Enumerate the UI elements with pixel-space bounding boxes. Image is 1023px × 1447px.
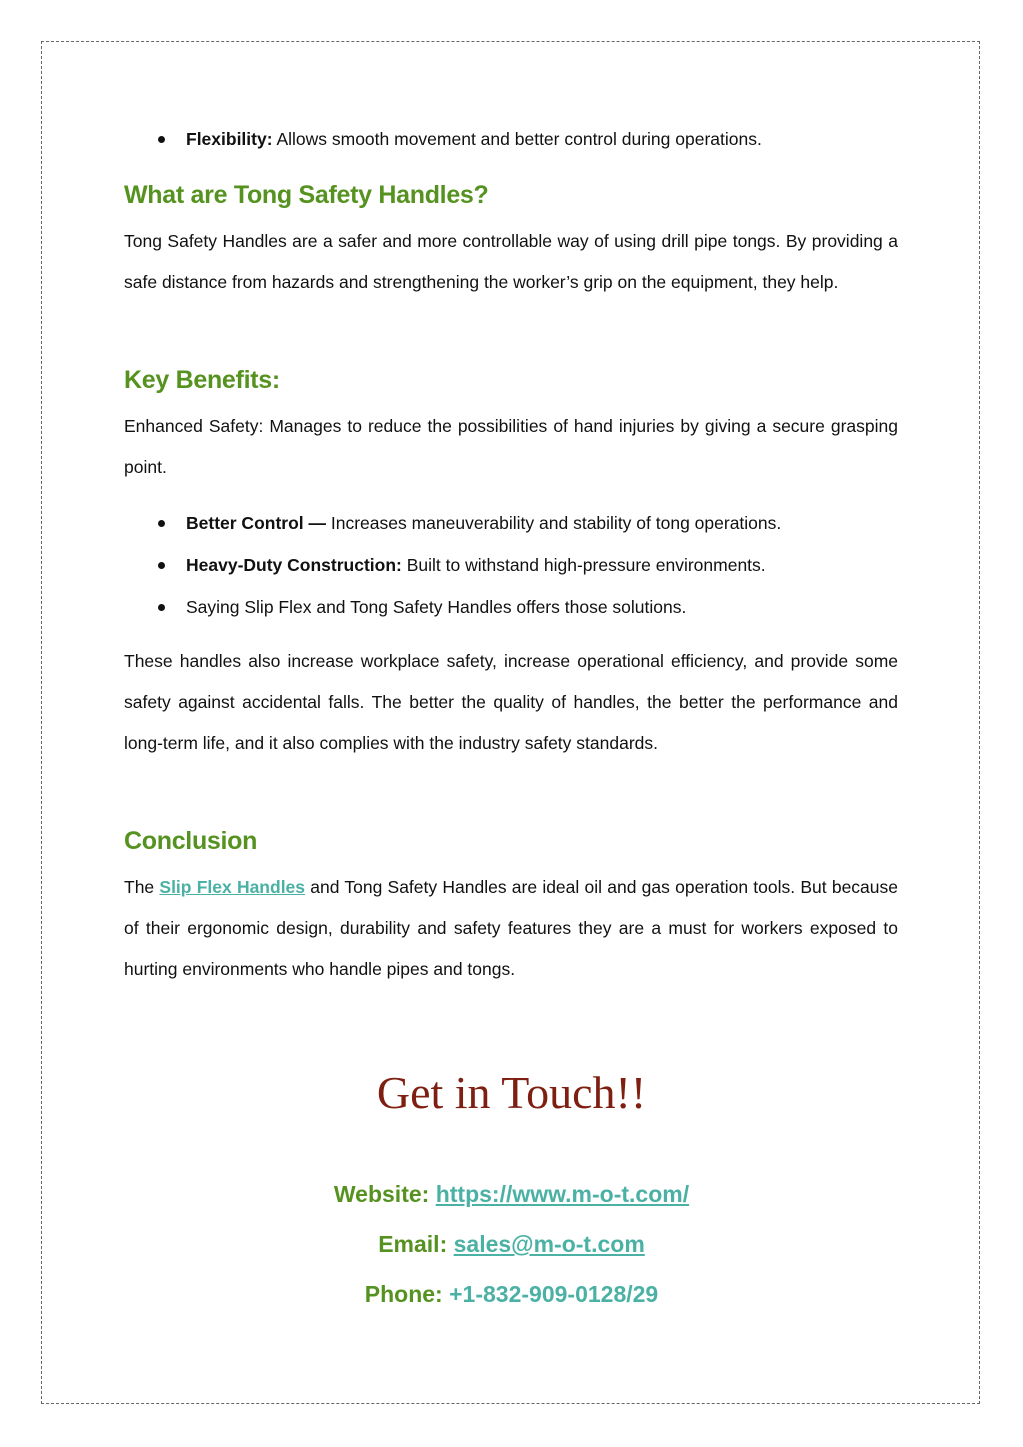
contact-website (0, 1181, 1023, 1208)
heading-conclusion: Conclusion (124, 827, 258, 855)
heading-key-benefits: Key Benefits: (124, 366, 280, 394)
paragraph-conclusion (124, 867, 898, 990)
email-link[interactable]: sales@m-o-t.com (453, 1231, 645, 1257)
bullet-text (186, 553, 766, 577)
website-link[interactable]: https://www.m-o-t.com/ (435, 1181, 690, 1207)
bullet-dot-icon (158, 562, 165, 569)
bullet-dot-icon (158, 604, 165, 611)
get-in-touch-title: Get in Touch!! (376, 1067, 647, 1118)
bullet-text (186, 595, 686, 619)
paragraph-workplace-safety: These handles also increase workplace safety, increase operational efficiency, and provide some safety against accidental falls. The better the quality of handles, the better the performance and long-term life, and it also complies with the industry safety standards. (124, 651, 898, 753)
bullet-body: Built to withstand high-pressure environments. (401, 555, 766, 575)
bullet-text (186, 127, 762, 151)
phone-label: Phone: (364, 1281, 450, 1307)
bullet-body: Saying Slip Flex and Tong Safety Handles offers those solutions. (186, 597, 687, 617)
bullet-body: Increases maneuverability and stability of tong operations. (326, 513, 782, 533)
email-label: Email: (378, 1231, 454, 1257)
bullet-label: Heavy-Duty Construction: (186, 555, 402, 575)
paragraph-enhanced-safety: Enhanced Safety: Manages to reduce the possibilities of hand injuries by giving a secure grasping point. (124, 416, 898, 477)
conclusion-text-after: and Tong Safety Handles are ideal oil and gas operation tools. But because of their ergonomic design, durability and safety features they are a must for workers exposed to hurting environments who handle pipes and tongs. (124, 877, 899, 979)
heading-what-are-tong-safety-handles: What are Tong Safety Handles? (124, 181, 489, 209)
contact-phone (0, 1281, 1023, 1308)
phone-number: +1-832-909-0128/29 (449, 1281, 659, 1307)
bullet-dot-icon (158, 136, 165, 143)
bullet-label: Flexibility: (186, 129, 273, 149)
conclusion-text-before: The (124, 877, 160, 897)
website-label: Website: (333, 1181, 436, 1207)
bullet-label: Better Control — (186, 513, 326, 533)
contact-email (0, 1231, 1023, 1258)
paragraph-what: Tong Safety Handles are a safer and more controllable way of using drill pipe tongs. By providing a safe distance from hazards and strengthening the worker’s grip on the equipment, they help. (124, 231, 898, 292)
bullet-dot-icon (158, 520, 165, 527)
slip-flex-handles-link[interactable]: Slip Flex Handles (159, 877, 306, 897)
bullet-body: Allows smooth movement and better control during operations. (272, 129, 762, 149)
bullet-text (186, 511, 781, 535)
